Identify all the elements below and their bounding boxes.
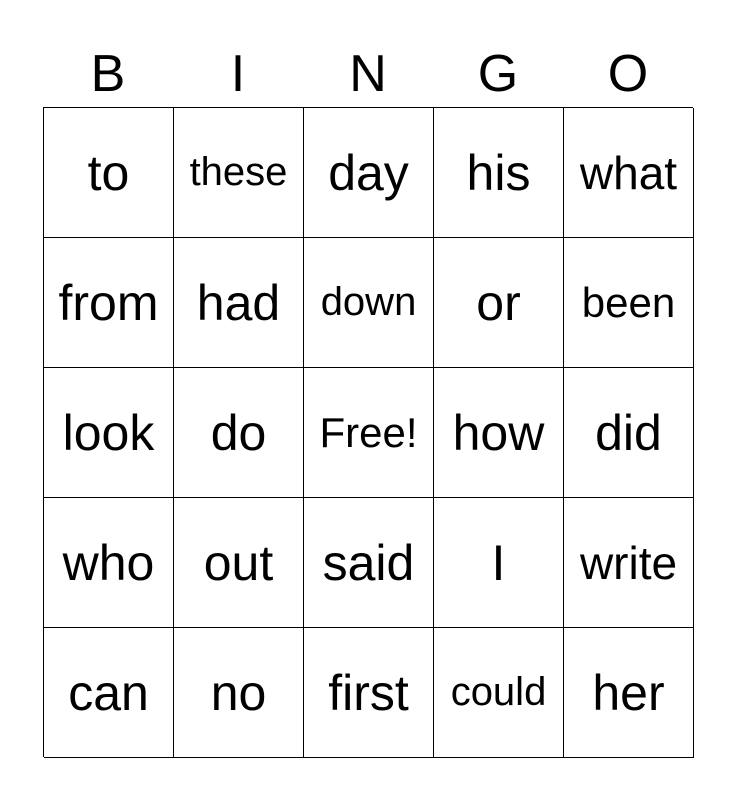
bingo-cell[interactable]: do	[174, 368, 304, 498]
bingo-board	[43, 107, 693, 757]
bingo-cell[interactable]: these	[174, 108, 304, 238]
bingo-cell[interactable]: been	[564, 238, 694, 368]
bingo-cell[interactable]: I	[434, 498, 564, 628]
bingo-cell[interactable]: write	[564, 498, 694, 628]
bingo-cell[interactable]: down	[304, 238, 434, 368]
bingo-cell[interactable]: no	[174, 628, 304, 758]
bingo-cell[interactable]: day	[304, 108, 434, 238]
bingo-cell[interactable]: look	[44, 368, 174, 498]
bingo-cell[interactable]: said	[304, 498, 434, 628]
bingo-free-space[interactable]: Free!	[304, 368, 434, 498]
bingo-cell[interactable]: how	[434, 368, 564, 498]
bingo-cell[interactable]: who	[44, 498, 174, 628]
bingo-cell[interactable]: first	[304, 628, 434, 758]
header-letter-g: G	[477, 45, 519, 103]
header-letter-n: N	[349, 45, 387, 103]
header-letter-i: I	[230, 45, 246, 103]
bingo-cell[interactable]: her	[564, 628, 694, 758]
bingo-cell[interactable]: can	[44, 628, 174, 758]
bingo-cell[interactable]: what	[564, 108, 694, 238]
bingo-cell[interactable]: out	[174, 498, 304, 628]
bingo-cell[interactable]: to	[44, 108, 174, 238]
header-letter-o: O	[607, 45, 649, 103]
bingo-cell[interactable]: could	[434, 628, 564, 758]
bingo-cell[interactable]: or	[434, 238, 564, 368]
bingo-cell[interactable]: did	[564, 368, 694, 498]
bingo-cell[interactable]: from	[44, 238, 174, 368]
bingo-cell[interactable]: had	[174, 238, 304, 368]
bingo-header	[43, 44, 693, 104]
header-letter-b: B	[90, 45, 126, 103]
bingo-cell[interactable]: his	[434, 108, 564, 238]
